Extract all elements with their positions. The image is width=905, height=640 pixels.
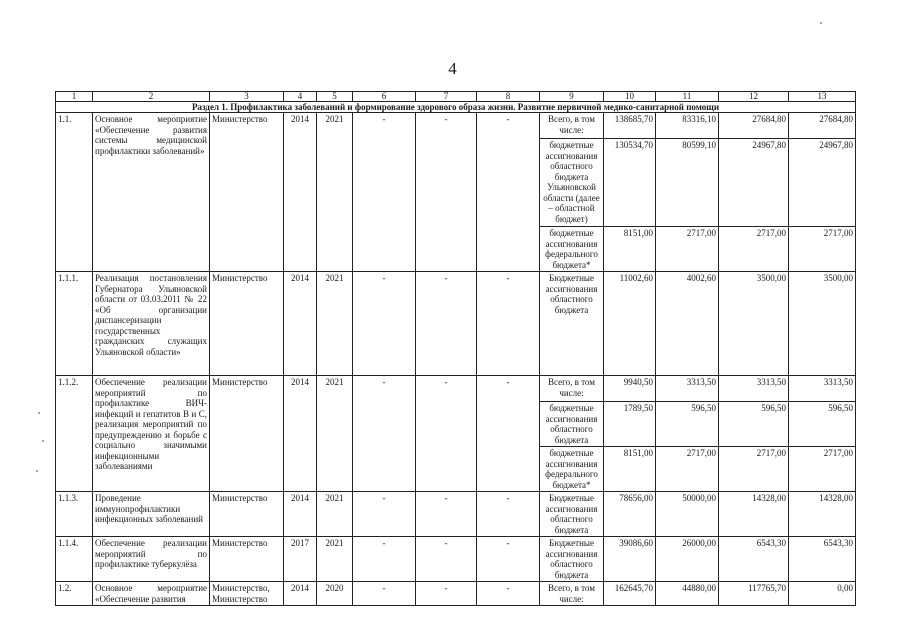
amount-year2: 3500,00 bbox=[719, 272, 789, 376]
amount-total: 9940,50 bbox=[604, 376, 656, 402]
column-number-cell: 1 bbox=[56, 92, 93, 102]
item-number: 1.1.2. bbox=[56, 376, 93, 492]
funding-source: Бюджетные ассигнования областного бюджета bbox=[540, 272, 604, 376]
table-row bbox=[56, 272, 856, 376]
item-name: Обеспечение реализации мероприятий по профилактике туберкулёза bbox=[93, 537, 210, 582]
amount-year2: 596,50 bbox=[719, 402, 789, 447]
col8-value: - bbox=[477, 582, 540, 606]
amount-year1: 83316,10 bbox=[656, 113, 719, 139]
amount-year3: 3313,50 bbox=[789, 376, 856, 402]
scan-speck bbox=[38, 412, 40, 414]
column-number-cell: 6 bbox=[353, 92, 416, 102]
amount-year1: 2717,00 bbox=[656, 447, 719, 492]
amount-year3: 3500,00 bbox=[789, 272, 856, 376]
col7-value: - bbox=[416, 537, 477, 582]
col6-value: - bbox=[353, 272, 416, 376]
column-number-cell: 11 bbox=[656, 92, 719, 102]
amount-year2: 14328,00 bbox=[719, 492, 789, 537]
amount-year1: 2717,00 bbox=[656, 227, 719, 272]
amount-total: 8151,00 bbox=[604, 447, 656, 492]
item-number: 1.1.1. bbox=[56, 272, 93, 376]
section-row bbox=[56, 102, 856, 113]
end-year: 2021 bbox=[317, 537, 353, 582]
column-number-cell: 4 bbox=[284, 92, 317, 102]
item-number: 1.2. bbox=[56, 582, 93, 606]
amount-year1: 3313,50 bbox=[656, 376, 719, 402]
executor: Министерство, Министерство bbox=[210, 582, 284, 606]
column-number-cell: 12 bbox=[719, 92, 789, 102]
executor: Министерство bbox=[210, 537, 284, 582]
col8-value: - bbox=[477, 537, 540, 582]
executor: Министерство bbox=[210, 272, 284, 376]
amount-year2: 27684,80 bbox=[719, 113, 789, 139]
item-name: Основное мероприятие «Обеспечение развития bbox=[93, 582, 210, 606]
col8-value: - bbox=[477, 272, 540, 376]
column-number-cell: 8 bbox=[477, 92, 540, 102]
amount-year2: 3313,50 bbox=[719, 376, 789, 402]
amount-total: 39086,60 bbox=[604, 537, 656, 582]
funding-source: бюджетные ассигнования федерального бюджета* bbox=[540, 227, 604, 272]
amount-year2: 24967,80 bbox=[719, 139, 789, 227]
column-number-cell: 10 bbox=[604, 92, 656, 102]
amount-year1: 596,50 bbox=[656, 402, 719, 447]
funding-source: бюджетные ассигнования областного бюджета bbox=[540, 402, 604, 447]
funding-source: Бюджетные ассигнования областного бюджета bbox=[540, 537, 604, 582]
amount-year3: 0,00 bbox=[789, 582, 856, 606]
col7-value: - bbox=[416, 272, 477, 376]
amount-year3: 2717,00 bbox=[789, 447, 856, 492]
column-number-cell: 3 bbox=[210, 92, 284, 102]
col7-value: - bbox=[416, 582, 477, 606]
amount-total: 130534,70 bbox=[604, 139, 656, 227]
section-title: Раздел 1. Профилактика заболеваний и формирование здорового образа жизни. Развитие первичной медико-санитарной помощи bbox=[56, 102, 856, 113]
column-number-row bbox=[56, 92, 856, 102]
executor: Министерство bbox=[210, 113, 284, 272]
start-year: 2014 bbox=[284, 376, 317, 492]
item-name: Реализация постановления Губернатора Ульяновской области от 03.03.2011 № 22 «Об организации диспансеризации государственных гражданских служащих Ульяновской области» bbox=[93, 272, 210, 376]
end-year: 2021 bbox=[317, 492, 353, 537]
item-name: Обеспечение реализации мероприятий по профилактике ВИЧ-инфекций и гепатитов В и С, реализация мероприятий по предупреждению и борьбе с социально значимыми инфекционными заболеваниями bbox=[93, 376, 210, 492]
end-year: 2021 bbox=[317, 272, 353, 376]
amount-year1: 80599,10 bbox=[656, 139, 719, 227]
end-year: 2021 bbox=[317, 113, 353, 272]
scan-speck bbox=[42, 440, 44, 442]
amount-year2: 117765,70 bbox=[719, 582, 789, 606]
item-number: 1.1.3. bbox=[56, 492, 93, 537]
col8-value: - bbox=[477, 376, 540, 492]
item-number: 1.1.4. bbox=[56, 537, 93, 582]
col7-value: - bbox=[416, 376, 477, 492]
col6-value: - bbox=[353, 537, 416, 582]
funding-source: Всего, в том числе: bbox=[540, 582, 604, 606]
col7-value: - bbox=[416, 492, 477, 537]
executor: Министерство bbox=[210, 492, 284, 537]
column-number-cell: 7 bbox=[416, 92, 477, 102]
amount-total: 11002,60 bbox=[604, 272, 656, 376]
executor: Министерство bbox=[210, 376, 284, 492]
amount-year3: 14328,00 bbox=[789, 492, 856, 537]
end-year: 2020 bbox=[317, 582, 353, 606]
funding-source: Бюджетные ассигнования областного бюджета bbox=[540, 492, 604, 537]
col7-value: - bbox=[416, 113, 477, 272]
amount-total: 1789,50 bbox=[604, 402, 656, 447]
amount-year3: 2717,00 bbox=[789, 227, 856, 272]
table-row bbox=[56, 582, 856, 606]
column-number-cell: 13 bbox=[789, 92, 856, 102]
funding-source: Всего, в том числе: bbox=[540, 113, 604, 139]
col6-value: - bbox=[353, 113, 416, 272]
funding-source: бюджетные ассигнования областного бюджета Ульяновской области (далее – областной бюджет) bbox=[540, 139, 604, 227]
amount-year1: 4002,60 bbox=[656, 272, 719, 376]
amount-year1: 26000,00 bbox=[656, 537, 719, 582]
page-number: 4 bbox=[448, 59, 457, 78]
amount-total: 162645,70 bbox=[604, 582, 656, 606]
amount-year2: 2717,00 bbox=[719, 447, 789, 492]
amount-year3: 24967,80 bbox=[789, 139, 856, 227]
amount-year1: 50000,00 bbox=[656, 492, 719, 537]
item-name: Проведение иммунопрофилактики инфекционных заболеваний bbox=[93, 492, 210, 537]
scan-speck bbox=[36, 470, 38, 472]
start-year: 2014 bbox=[284, 492, 317, 537]
program-table bbox=[55, 91, 856, 606]
scan-speck bbox=[820, 22, 822, 24]
start-year: 2017 bbox=[284, 537, 317, 582]
item-number: 1.1. bbox=[56, 113, 93, 272]
table-row bbox=[56, 376, 856, 402]
amount-total: 138685,70 bbox=[604, 113, 656, 139]
col6-value: - bbox=[353, 492, 416, 537]
start-year: 2014 bbox=[284, 113, 317, 272]
funding-source: Всего, в том числе: bbox=[540, 376, 604, 402]
col6-value: - bbox=[353, 376, 416, 492]
amount-total: 8151,00 bbox=[604, 227, 656, 272]
column-number-cell: 2 bbox=[93, 92, 210, 102]
end-year: 2021 bbox=[317, 376, 353, 492]
amount-year3: 27684,80 bbox=[789, 113, 856, 139]
amount-year2: 2717,00 bbox=[719, 227, 789, 272]
col8-value: - bbox=[477, 492, 540, 537]
table-row bbox=[56, 537, 856, 582]
table-row bbox=[56, 113, 856, 139]
col8-value: - bbox=[477, 113, 540, 272]
funding-source: бюджетные ассигнования федерального бюджета* bbox=[540, 447, 604, 492]
amount-year1: 44880,00 bbox=[656, 582, 719, 606]
col6-value: - bbox=[353, 582, 416, 606]
amount-year3: 596,50 bbox=[789, 402, 856, 447]
start-year: 2014 bbox=[284, 272, 317, 376]
column-number-cell: 9 bbox=[540, 92, 604, 102]
table-body bbox=[56, 92, 856, 606]
column-number-cell: 5 bbox=[317, 92, 353, 102]
amount-total: 78656,00 bbox=[604, 492, 656, 537]
item-name: Основное мероприятие «Обеспечение развития системы медицинской профилактики заболеваний» bbox=[93, 113, 210, 272]
table-row bbox=[56, 492, 856, 537]
start-year: 2014 bbox=[284, 582, 317, 606]
amount-year3: 6543,30 bbox=[789, 537, 856, 582]
amount-year2: 6543,30 bbox=[719, 537, 789, 582]
